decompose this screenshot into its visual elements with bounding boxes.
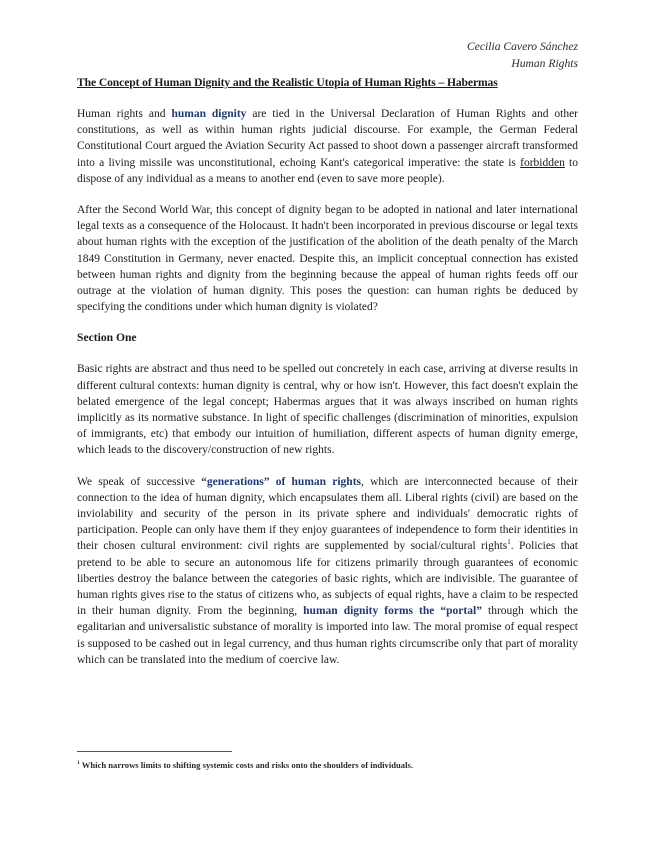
footnote xyxy=(77,759,578,771)
paragraph-generations xyxy=(77,474,578,668)
paragraph-intro xyxy=(77,106,578,187)
course-name: Human Rights xyxy=(511,57,578,70)
highlighted-term: human dignity xyxy=(171,108,247,120)
page-header xyxy=(77,38,578,72)
text-run: . Policies that pretend to be able to secure an autonomous life for citizens primarily through guarantees of economic liberties destroy the balance between the categories of basic rights, which are indivisible. The guarantee of human rights gives rise to the status of citizens who, as subjects of equal rights, have a claim to be respected in their human dignity. From the beginning, xyxy=(77,540,578,618)
footnote-reference[interactable]: 1 xyxy=(507,538,511,547)
paragraph-history: After the Second World War, this concept of dignity began to be adopted in national and later international legal texts as a consequence of the Holocaust. It hadn't been incorporated in previous discourse or legal texts about human rights with the exception of the justification of the abolition of the death penalty of the March 1849 Constitution in Germany, never enacted. Despite this, an implicit conceptual connection has existed between human rights and dignity from the beginning because the appeal of human rights feeds off our outrage at the violation of human dignity. This poses the question: can human rights be deduced by specifying the conditions under which human dignity is violated? xyxy=(77,204,578,314)
footnote-separator xyxy=(77,751,232,752)
highlighted-term: “generations” of human rights xyxy=(201,475,361,488)
underlined-term: forbidden xyxy=(520,156,565,169)
footnote-text: Which narrows limits to shifting systemic costs and risks onto the shoulders of individuals. xyxy=(79,760,413,770)
document-page xyxy=(77,38,578,668)
paragraph-basic-rights: Basic rights are abstract and thus need to be spelled out concretely in each case, arriving at diverse results in different cultural contexts: human dignity is central, why or how isn't. However, this fact doesn't explain the belated emergence of the legal concept; Habermas argues that it was always inscribed on human rights implicitly as its normative substance. In light of specific challenges (discrimination of minorities, expulsion of immigrants, etc) that embody our intuition of humiliation, different aspects of human dignity emerge, which leads to the discovery/construction of new rights. xyxy=(77,363,578,457)
highlighted-term: human dignity forms the “portal” xyxy=(303,605,482,618)
text-run: , which are interconnected because of their connection to the idea of human dignity, which encapsulates them all. Liberal rights (civil) are based on the inviolability and security of the person in its private sphere and individuals' democratic rights of participation. People can only have them if they enjoy guarantees of independence to form their identities in their chosen cultural environment: civil rights are supplemented by social/cultural rights xyxy=(77,475,578,553)
document-title: The Concept of Human Dignity and the Realistic Utopia of Human Rights – Habermas xyxy=(77,76,498,89)
footnote-marker: 1 xyxy=(77,760,80,767)
text-run: We speak of successive xyxy=(77,475,202,488)
text-run: through which the egalitarian and universalistic substance of morality is imported into law. The moral promise of equal respect is supposed to be cashed out in legal currency, and thus human rights circumscribe only that part of morality which can be translated into the medium of coercive law. xyxy=(77,605,579,666)
text-run: are tied in the Universal Declaration of Human Rights and other constitutions, as well as within human rights judicial discourse. For example, the German Federal Constitutional Court argued the Aviation Security Act passed to shoot down a passenger aircraft transformed into a living missile was unconstitutional, echoing Kant's categorical imperative: the state is xyxy=(77,108,579,169)
section-heading: Section One xyxy=(77,331,137,345)
author-name: Cecilia Cavero Sánchez xyxy=(467,40,578,53)
text-run: to dispose of any individual as a means to another end (even to save more people). xyxy=(77,156,578,185)
text-run: Human rights and xyxy=(77,108,172,120)
